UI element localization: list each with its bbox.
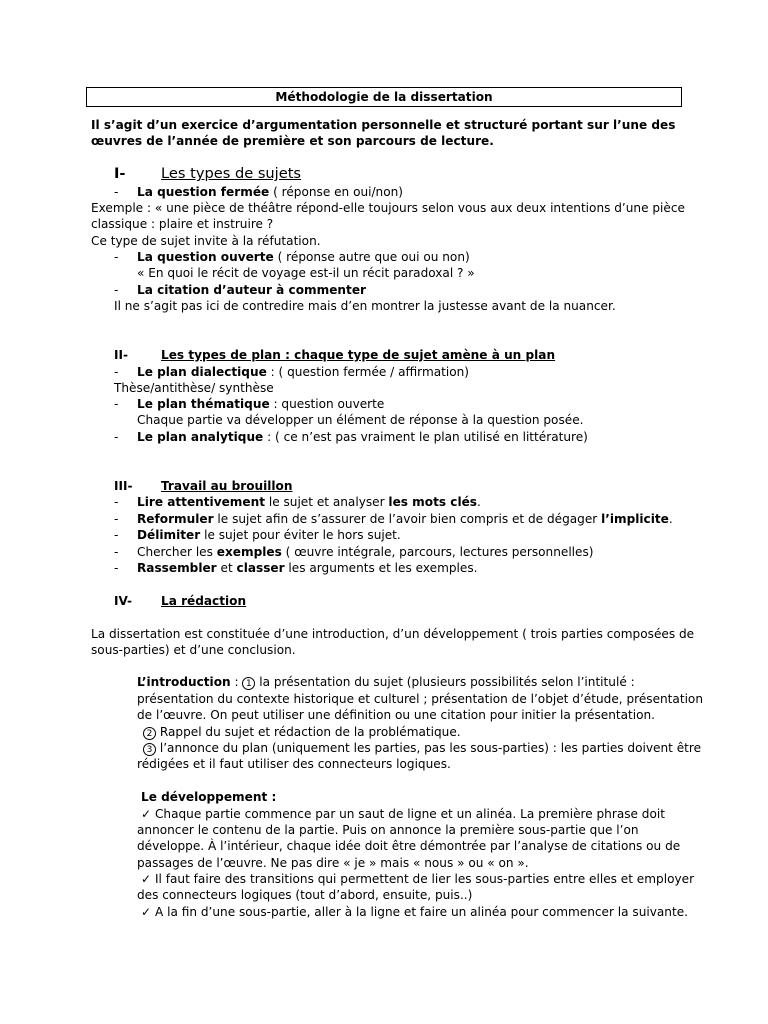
- introduction-line-6: rédigées et il faut utiliser des connecteurs logiques.: [137, 757, 451, 771]
- bullet-dash: -: [114, 365, 119, 379]
- plan-thematique: Le plan thématique : question ouverte: [137, 397, 385, 411]
- quote-note: Il ne s’agit pas ici de contredire mais d’en montrer la justesse avant de la nuancer.: [114, 299, 616, 313]
- section-3-heading: Travail au brouillon: [161, 479, 293, 493]
- plan-analytique: Le plan analytique : ( ce n’est pas vraiment le plan utilisé en littérature): [137, 430, 588, 444]
- draft-step-examples: Chercher les exemples ( œuvre intégrale, parcours, lectures personnelles): [137, 545, 594, 559]
- subject-type-quote: La citation d’auteur à commenter: [137, 283, 366, 297]
- section-4-number: IV-: [114, 594, 132, 608]
- subject-type-closed: La question fermée ( réponse en oui/non): [137, 185, 404, 199]
- bullet-dash: -: [114, 561, 119, 575]
- plan-dialectique-note: Thèse/antithèse/ synthèse: [114, 381, 274, 395]
- development-heading: Le développement :: [141, 790, 277, 804]
- bullet-dash: -: [114, 283, 119, 297]
- bullet-dash: -: [114, 528, 119, 542]
- example-line-1: Exemple : « une pièce de théâtre répond-elle toujours selon vous aux deux intentions d’une pièce: [91, 201, 685, 215]
- draft-step-gather: Rassembler et classer les arguments et les exemples.: [137, 561, 478, 575]
- check-icon: ✓: [141, 807, 152, 821]
- introduction-line-4: 2 Rappel du sujet et rédaction de la problématique.: [143, 724, 461, 740]
- introduction-line-2: présentation du contexte historique et culturel ; présentation de l’objet d’étude, présentation: [137, 692, 703, 706]
- bullet-dash: -: [114, 495, 119, 509]
- intro-paragraph: Il s’agit d’un exercice d’argumentation personnelle et structuré portant sur l’une des œuvres de l’année de première et son parcours de lecture.: [91, 118, 676, 149]
- bullet-dash: -: [114, 512, 119, 526]
- section-4-heading: La rédaction: [161, 594, 247, 608]
- section-1-heading: Les types de sujets: [161, 165, 302, 182]
- section-2-number: II-: [114, 348, 129, 362]
- introduction-line-5: 3 l’annonce du plan (uniquement les parties, pas les sous-parties) : les parties doivent être: [143, 740, 701, 756]
- development-line-7: ✓ A la fin d’une sous-partie, aller à la ligne et faire un alinéa pour commencer la suivante.: [141, 905, 688, 919]
- number-2-icon: 2: [143, 727, 156, 740]
- bullet-dash: -: [114, 397, 119, 411]
- bullet-dash: -: [114, 430, 119, 444]
- example-line-2: classique : plaire et instruire ?: [91, 217, 274, 231]
- redaction-para-line-2: sous-parties) et d’une conclusion.: [91, 643, 296, 657]
- plan-thematique-note: Chaque partie va développer un élément de réponse à la question posée.: [137, 413, 584, 427]
- bullet-dash: -: [114, 185, 119, 199]
- development-line-1: ✓ Chaque partie commence par un saut de ligne et un alinéa. La première phrase doit: [141, 807, 665, 821]
- number-3-icon: 3: [143, 743, 156, 756]
- draft-step-read: Lire attentivement le sujet et analyser les mots clés.: [137, 495, 481, 509]
- document-title: Méthodologie de la dissertation: [86, 87, 682, 107]
- section-1-number: I-: [114, 165, 126, 182]
- introduction-line-1: L’introduction : 1 la présentation du sujet (plusieurs possibilités selon l’intitulé :: [137, 675, 635, 689]
- subject-type-open: La question ouverte ( réponse autre que oui ou non): [137, 250, 470, 264]
- development-line-5: ✓ Il faut faire des transitions qui permettent de lier les sous-parties entre elles et employer: [141, 872, 695, 886]
- draft-step-delimit: Délimiter le sujet pour éviter le hors sujet.: [137, 528, 401, 542]
- bullet-dash: -: [114, 545, 119, 559]
- number-1-icon: 1: [242, 677, 255, 690]
- development-line-4: passages de l’œuvre. Ne pas dire « je » mais « nous » ou « on ».: [137, 856, 529, 870]
- development-line-2: annoncer le contenu de la partie. Puis on annonce la première sous-partie que l’on: [137, 823, 639, 837]
- section-3-number: III-: [114, 479, 133, 493]
- section-2-heading: Les types de plan : chaque type de sujet amène à un plan: [161, 348, 556, 362]
- check-icon: ✓: [141, 872, 152, 886]
- check-icon: ✓: [141, 905, 152, 919]
- open-question-example: « En quoi le récit de voyage est-il un récit paradoxal ? »: [137, 266, 475, 280]
- development-line-3: développe. À l’intérieur, chaque idée doit être démontrée par l’analyse de citations ou de: [137, 839, 681, 853]
- bullet-dash: -: [114, 250, 119, 264]
- development-line-6: des connecteurs logiques (tout d’abord, ensuite, puis..): [137, 888, 473, 902]
- plan-dialectique: Le plan dialectique : ( question fermée / affirmation): [137, 365, 470, 379]
- refutation-note: Ce type de sujet invite à la réfutation.: [91, 234, 321, 248]
- introduction-line-3: de l’œuvre. On peut utiliser une définition ou une citation pour initier la présentation.: [137, 708, 656, 722]
- draft-step-reformulate: Reformuler le sujet afin de s’assurer de l’avoir bien compris et de dégager l’implicite.: [137, 512, 673, 526]
- redaction-para-line-1: La dissertation est constituée d’une introduction, d’un développement ( trois parties composées de: [91, 627, 695, 641]
